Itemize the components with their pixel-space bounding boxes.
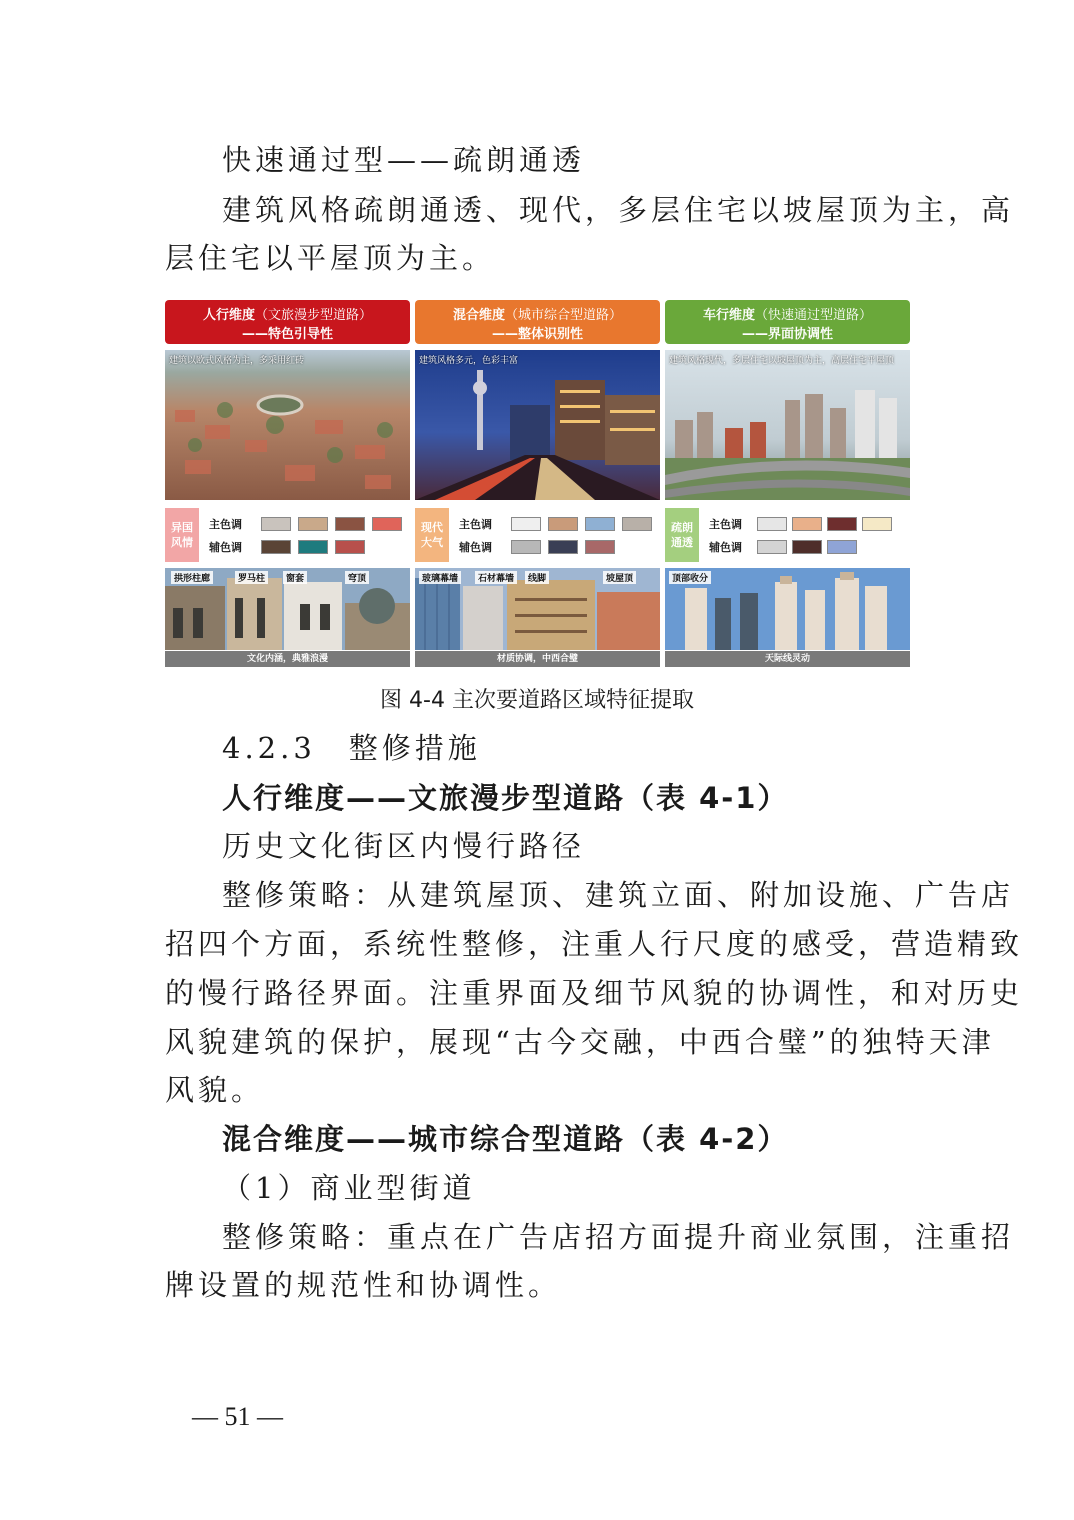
aux-color-label: 辅色调 — [709, 541, 742, 554]
section-heading: 4.2.3 整修措施 — [222, 731, 481, 765]
style-tag — [415, 508, 449, 562]
figure-column-pedestrian — [165, 300, 410, 670]
figure-caption: 图 4-4 主次要道路区域特征提取 — [380, 688, 694, 713]
paragraph-line: 层住宅以平屋顶为主。 — [165, 241, 496, 275]
page-number: — 51 — — [192, 1402, 283, 1431]
photo-city-night — [415, 350, 660, 500]
header-title-rest: （文旅漫步型道路） — [255, 308, 373, 323]
color-palette — [165, 508, 410, 562]
style-tag — [165, 508, 199, 562]
main-swatch — [372, 517, 402, 531]
column-header — [415, 300, 660, 344]
main-color-label: 主色调 — [459, 518, 492, 531]
photo-caption: 建筑以欧式风格为主，多采用红砖 — [169, 356, 305, 366]
detail-label: 穹顶 — [345, 571, 369, 584]
detail-photos — [415, 568, 660, 650]
main-swatch — [585, 517, 615, 531]
paragraph-line: 建筑风格疏朗通透、现代，多层住宅以坡屋顶为主，高 — [222, 193, 1015, 227]
column-footer: 材质协调，中西合璧 — [415, 651, 660, 667]
column-footer: 文化内涵，典雅浪漫 — [165, 651, 410, 667]
detail-label: 坡屋顶 — [603, 571, 636, 584]
paragraph-heading-fast: 快速通过型——疏朗通透 — [222, 143, 586, 177]
header-title: 车行维度 — [702, 308, 755, 323]
main-swatch — [792, 517, 822, 531]
header-subtitle: ——特色引导性 — [241, 327, 333, 342]
photo-caption: 建筑风格多元，色彩丰富 — [419, 356, 519, 366]
aux-swatch — [585, 540, 615, 554]
column-header — [165, 300, 410, 344]
header-subtitle: ——界面协调性 — [741, 327, 833, 342]
aux-swatch — [827, 540, 857, 554]
header-title-rest: （快速通过型道路） — [755, 308, 873, 323]
aux-color-label: 辅色调 — [459, 541, 492, 554]
detail-label: 拱形柱廊 — [171, 571, 213, 584]
main-color-label: 主色调 — [209, 518, 242, 531]
figure-column-mixed — [415, 300, 660, 670]
main-swatch — [298, 517, 328, 531]
main-swatch — [335, 517, 365, 531]
aux-swatch — [298, 540, 328, 554]
detail-label: 顶部收分 — [669, 571, 711, 584]
paragraph-line: 的慢行路径界面。注重界面及细节风貌的协调性，和对历史 — [165, 976, 1024, 1010]
style-tag-text: 现代大气 — [421, 521, 443, 549]
style-tag — [665, 508, 699, 562]
header-title: 混合维度 — [452, 308, 505, 323]
aux-swatch — [511, 540, 541, 554]
main-swatch — [757, 517, 787, 531]
main-swatch — [622, 517, 652, 531]
photo-caption: 建筑风格现代，多层住宅以坡屋顶为主，高层住宅平屋顶 — [669, 356, 895, 366]
header-title: 人行维度 — [202, 308, 255, 323]
color-palette — [415, 508, 660, 562]
paragraph-line: 风貌建筑的保护，展现“古今交融，中西合璧”的独特天津 — [165, 1025, 995, 1059]
column-header — [665, 300, 910, 344]
detail-label: 窗套 — [283, 571, 307, 584]
aux-swatch — [335, 540, 365, 554]
main-swatch — [548, 517, 578, 531]
main-swatch — [827, 517, 857, 531]
column-footer: 天际线灵动 — [665, 651, 910, 667]
aux-swatch — [792, 540, 822, 554]
aux-swatch — [261, 540, 291, 554]
paragraph-line: 整修策略：从建筑屋顶、建筑立面、附加设施、广告店 — [222, 878, 1015, 912]
detail-label: 玻璃幕墙 — [419, 571, 461, 584]
detail-photos — [165, 568, 410, 650]
paragraph-line: （1）商业型街道 — [222, 1171, 476, 1205]
header-subtitle: ——整体识别性 — [491, 327, 583, 342]
aux-swatch — [548, 540, 578, 554]
aux-swatch — [757, 540, 787, 554]
style-tag-text: 异国风情 — [171, 521, 193, 549]
paragraph-line: 历史文化街区内慢行路径 — [222, 829, 586, 863]
paragraph-line: 招四个方面，系统性整修，注重人行尺度的感受，营造精致 — [165, 927, 1024, 961]
figure-road-features — [165, 300, 911, 670]
color-palette — [665, 508, 910, 562]
main-color-label: 主色调 — [709, 518, 742, 531]
figure-column-vehicle — [665, 300, 910, 670]
paragraph-line: 整修策略：重点在广告店招方面提升商业氛围，注重招 — [222, 1220, 1015, 1254]
main-swatch — [511, 517, 541, 531]
detail-label: 罗马柱 — [235, 571, 268, 584]
photo-european-district — [165, 350, 410, 500]
detail-photos — [665, 568, 910, 650]
detail-label: 线脚 — [525, 571, 549, 584]
main-swatch — [862, 517, 892, 531]
paragraph-line: 风貌。 — [165, 1073, 265, 1107]
photo-highway-residential — [665, 350, 910, 500]
header-title-rest: （城市综合型道路） — [505, 308, 623, 323]
subsection-heading-mixed: 混合维度——城市综合型道路（表 4-2） — [222, 1122, 789, 1156]
aux-color-label: 辅色调 — [209, 541, 242, 554]
style-tag-text: 疏朗通透 — [671, 521, 693, 549]
main-swatch — [261, 517, 291, 531]
detail-label: 石材幕墙 — [475, 571, 517, 584]
subsection-heading-pedestrian: 人行维度——文旅漫步型道路（表 4-1） — [222, 781, 789, 815]
paragraph-line: 牌设置的规范性和协调性。 — [165, 1268, 562, 1302]
